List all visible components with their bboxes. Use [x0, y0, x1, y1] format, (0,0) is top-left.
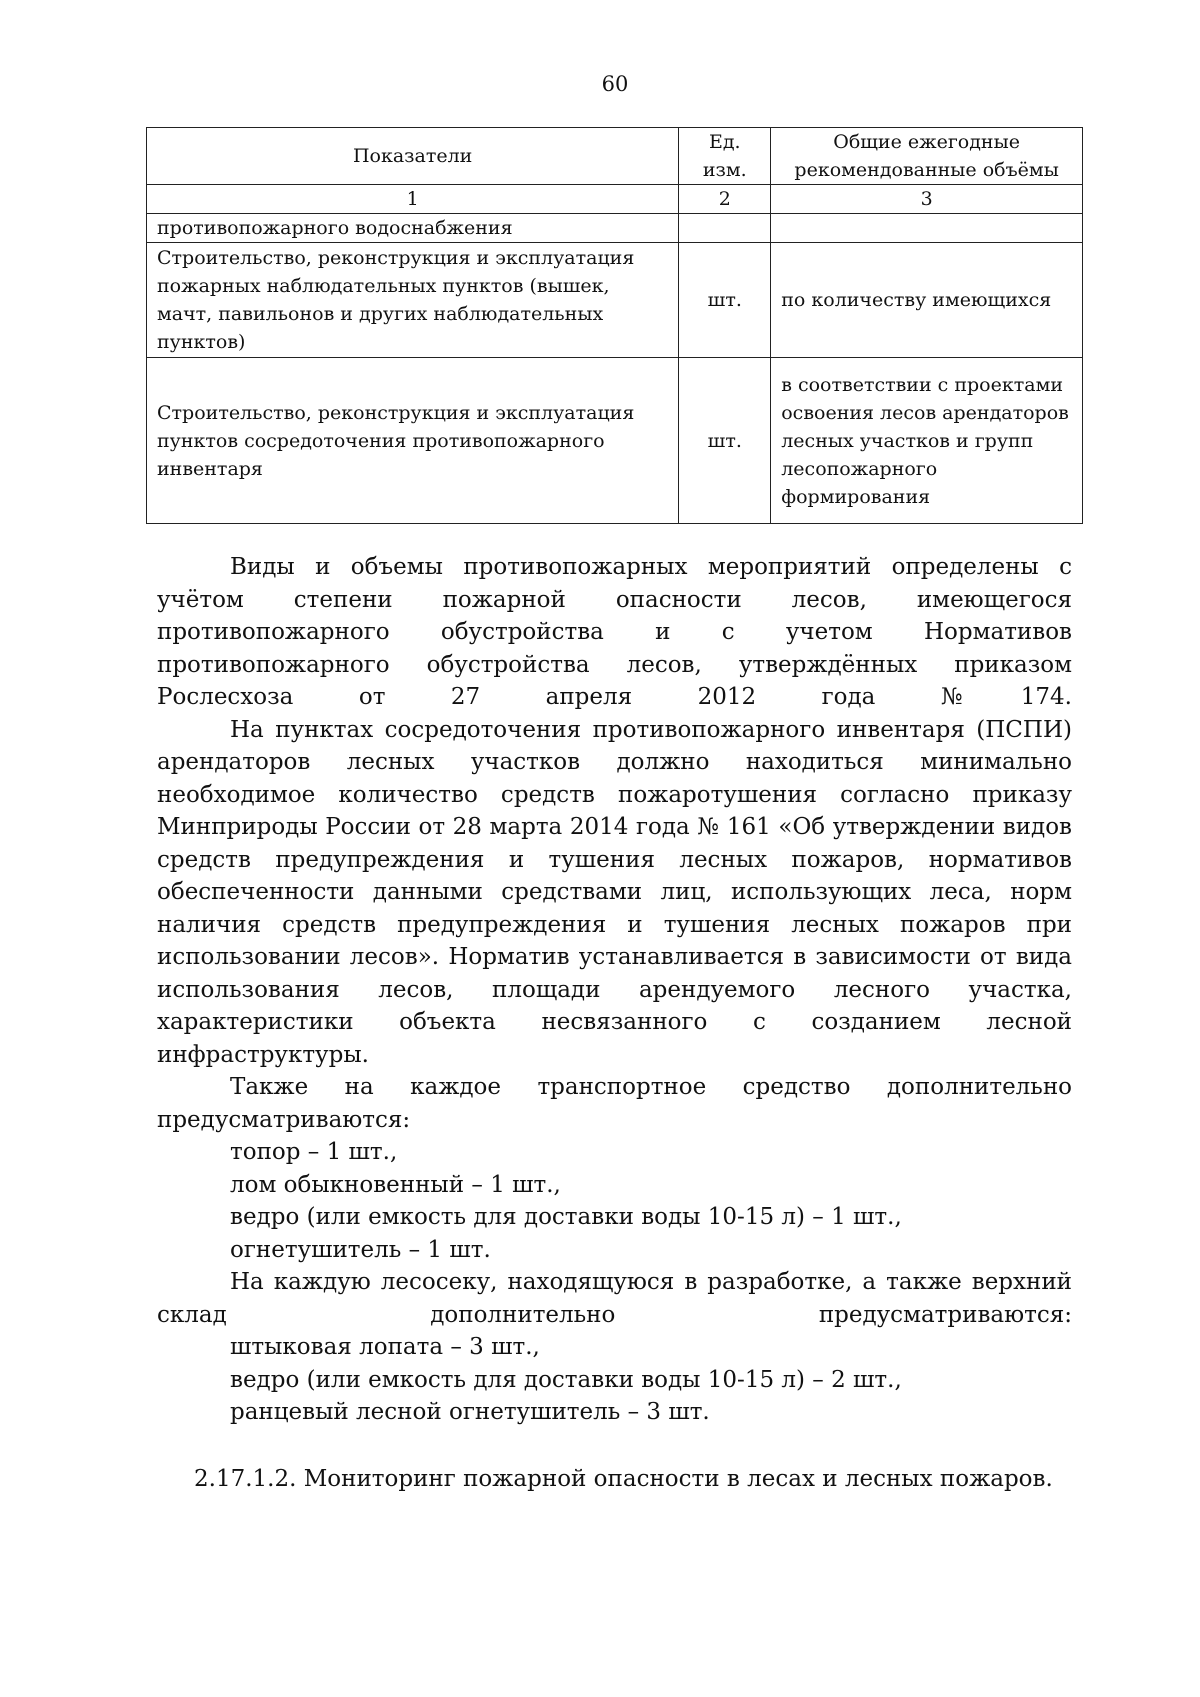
header-unit: Ед. изм.: [679, 128, 771, 185]
line: обеспеченности данными средствами лиц, использующих леса, норм: [157, 879, 1072, 905]
fire-measures-table: [146, 127, 1083, 524]
list-item: ведро (или емкость для доставки воды 10-15 л) – 2 шт.,: [230, 1366, 902, 1393]
line: использования лесов, площади арендуемого лесного участка,: [157, 976, 1072, 1003]
list-item: топор – 1 шт.,: [230, 1139, 398, 1165]
line: характеристики объекта несвязанного с созданием лесной: [157, 1009, 1072, 1035]
line: Минприроды России от 28 марта 2014 года № 161 «Об утверждении видов: [157, 814, 1072, 840]
table-column-number-row: [147, 185, 1083, 214]
header-volume: Общие ежегодные рекомендованные объёмы: [771, 128, 1083, 185]
line: средств предупреждения и тушения лесных пожаров, нормативов: [157, 846, 1072, 873]
section-heading: 2.17.1.2. Мониторинг пожарной опасности в лесах и лесных пожаров.: [194, 1466, 1053, 1492]
body-text: [157, 551, 1072, 1429]
table-header-row: [147, 128, 1083, 185]
table-row: [147, 243, 1083, 358]
row-volume: по количеству имеющихся: [771, 243, 1083, 358]
line: На каждую лесосеку, находящуюся в разработке, а также верхний: [230, 1269, 1072, 1295]
line: склад дополнительно предусматриваются:: [157, 1301, 1072, 1328]
line: арендаторов лесных участков должно находиться минимально: [157, 749, 1072, 775]
list-item: лом обыкновенный – 1 шт.,: [230, 1171, 561, 1198]
line: Также на каждое транспортное средство дополнительно: [230, 1074, 1072, 1100]
row-unit: шт.: [679, 243, 771, 358]
row-volume: в соответствии с проектами освоения лесов арендаторов лесных участков и групп лесопожарного формирования: [771, 358, 1083, 524]
row-unit: шт.: [679, 358, 771, 524]
line: использовании лесов». Норматив устанавливается в зависимости от вида: [157, 944, 1072, 970]
list-item: ведро (или емкость для доставки воды 10-15 л) – 1 шт.,: [230, 1204, 902, 1230]
line: Виды и объемы противопожарных мероприятий определены с: [230, 554, 1072, 580]
paragraph: [157, 714, 1072, 1072]
page-number: 60: [601, 72, 629, 96]
paragraph: [157, 551, 1072, 714]
line: противопожарного обустройства и с учетом Нормативов: [157, 619, 1072, 645]
column-number-2: 2: [679, 185, 771, 214]
line: необходимое количество средств пожаротушения согласно приказу: [157, 781, 1072, 808]
line: предусматриваются:: [157, 1106, 411, 1133]
row-indicator: Строительство, реконструкция и эксплуатация пожарных наблюдательных пунктов (вышек, мачт, павильонов и других наблюдательных пунктов): [147, 243, 679, 358]
line: Рослесхоза от 27 апреля 2012 года №174.: [157, 684, 1072, 710]
table-row: [147, 358, 1083, 524]
row-unit: [679, 214, 771, 243]
line: противопожарного обустройства лесов, утверждённых приказом: [157, 651, 1072, 678]
line: учётом степени пожарной опасности лесов, имеющегося: [157, 586, 1072, 613]
table-row: [147, 214, 1083, 243]
line: На пунктах сосредоточения противопожарного инвентаря (ПСПИ): [230, 716, 1072, 743]
list-item: штыковая лопата – 3 шт.,: [230, 1334, 540, 1360]
column-number-3: 3: [771, 185, 1083, 214]
column-number-1: 1: [147, 185, 679, 214]
line: инфраструктуры.: [157, 1041, 369, 1068]
paragraph: [157, 1071, 1072, 1136]
row-volume: [771, 214, 1083, 243]
list-item: огнетушитель – 1 шт.: [230, 1236, 491, 1263]
list-item: ранцевый лесной огнетушитель – 3 шт.: [230, 1399, 710, 1425]
paragraph: [157, 1266, 1072, 1331]
line: наличия средств предупреждения и тушения лесных пожаров при: [157, 911, 1072, 938]
header-indicator: Показатели: [147, 128, 679, 185]
row-indicator: противопожарного водоснабжения: [147, 214, 679, 243]
row-indicator: Строительство, реконструкция и эксплуатация пунктов сосредоточения противопожарного инвентаря: [147, 358, 679, 524]
